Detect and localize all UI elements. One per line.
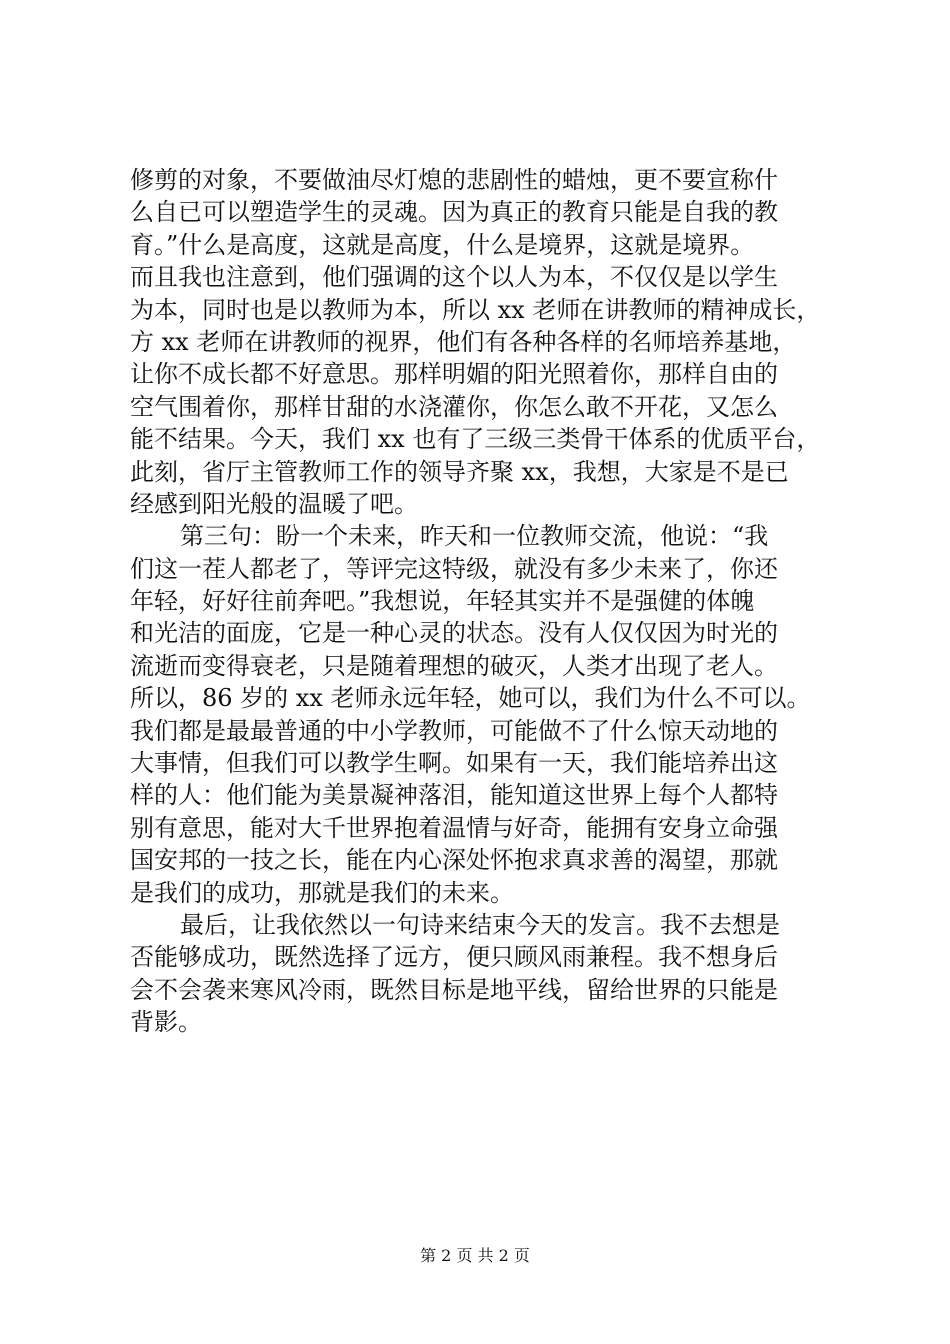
text-line: 空气围着你，那样甘甜的水浇灌你，你怎么敢不开花，又怎么 [130, 392, 778, 421]
text-line: 我们都是最最普通的中小学教师，可能做不了什么惊天动地的 [130, 716, 778, 745]
paragraph-start-line: 第三句：盼一个未来，昨天和一位教师交流，他说：“我 [180, 522, 769, 551]
page-footer [0, 1246, 950, 1266]
text-line: 让你不成长都不好意思。那样明媚的阳光照着你，那样自由的 [130, 360, 778, 389]
text-line: 而且我也注意到，他们强调的这个以人为本，不仅仅是以学生 [130, 263, 778, 292]
text-line: 修剪的对象，不要做油尽灯熄的悲剧性的蜡烛，更不要宣称什 [130, 166, 778, 194]
text-line: 年轻，好好往前奔吧。”我想说，年轻其实并不是强健的体魄 [130, 587, 755, 616]
text-line: 别有意思，能对大千世界抱着温情与好奇，能拥有安身立命强 [130, 813, 778, 842]
text-line: 们这一茬人都老了，等评完这特级，就没有多少未来了，你还 [130, 554, 778, 583]
text-line: 方 xx 老师在讲教师的视界，他们有各种各样的名师培养基地， [130, 327, 797, 356]
paragraph-start-line: 最后，让我依然以一句诗来结束今天的发言。我不去想是 [180, 910, 780, 939]
text-line: 是我们的成功，那就是我们的未来。 [130, 878, 514, 907]
text-line: 样的人：他们能为美景凝神落泪，能知道这世界上每个人都特 [130, 781, 778, 810]
text-line: 国安邦的一技之长，能在内心深处怀抱求真求善的渴望，那就 [130, 846, 778, 875]
text-line: 此刻，省厅主管教师工作的领导齐聚 xx，我想，大家是不是已 [130, 457, 789, 486]
text-line: 为本，同时也是以教师为本，所以 xx 老师在讲教师的精神成长， [130, 295, 821, 324]
text-line: 流逝而变得衰老，只是随着理想的破灭，人类才出现了老人。 [130, 651, 778, 680]
text-line: 背影。 [130, 1008, 202, 1037]
text-line: 和光洁的面庞，它是一种心灵的状态。没有人仅仅因为时光的 [130, 619, 778, 648]
text-line: 能不结果。今天，我们 xx 也有了三级三类骨干体系的优质平台， [130, 425, 821, 454]
text-line: 否能够成功，既然选择了远方，便只顾风雨兼程。我不想身后 [130, 943, 778, 972]
document-body [130, 164, 830, 1039]
page-number-label: 第 2 页 共 2 页 [420, 1246, 530, 1265]
text-line: 么自已可以塑造学生的灵魂。因为真正的教育只能是自我的教 [130, 198, 778, 227]
text-line: 所以，86 岁的 xx 老师永远年轻，她可以，我们为什么不可以。 [130, 684, 811, 713]
text-line: 会不会袭来寒风冷雨，既然目标是地平线，留给世界的只能是 [130, 975, 778, 1004]
text-line: 育。”什么是高度，这就是高度，什么是境界，这就是境界。 [130, 230, 755, 259]
text-line: 大事情，但我们可以教学生啊。如果有一天，我们能培养出这 [130, 749, 778, 778]
text-line: 经感到阳光般的温暖了吧。 [130, 489, 418, 518]
